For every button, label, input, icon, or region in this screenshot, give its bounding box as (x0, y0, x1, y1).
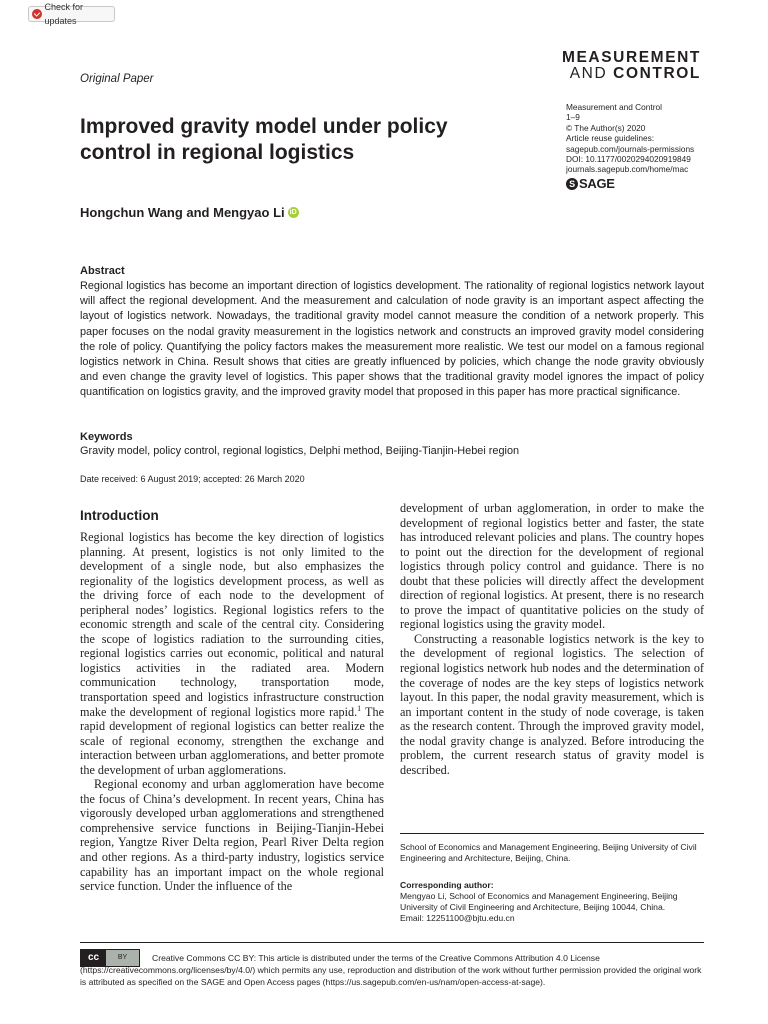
license-text: Creative Commons CC BY: This article is distributed under the terms of the Creative Commons Attribution 4.0 License (https://creativecommons.org/licenses/by/4.0/) which permits any use, reproduction and distribution of the work without further permission provided the original work is attributed as specified on the SAGE and Open Access pages (https://us.sagepub.com/en-us/nam/open-access-at-sage). (80, 953, 702, 988)
footnote-divider (400, 833, 704, 834)
affiliation: School of Economics and Management Engineering, Beijing University of Civil Engineering and Architecture, Beijing, China. (400, 842, 697, 864)
journal-logo-control: CONTROL (613, 65, 701, 82)
author-names: Hongchun Wang and Mengyao Li (80, 205, 285, 220)
journal-logo-line1: MEASUREMENT (561, 49, 701, 66)
paper-type: Original Paper (80, 73, 154, 85)
journal-logo (562, 50, 701, 82)
abstract-heading: Abstract (80, 265, 125, 277)
intro-p1-part2: The rapid development of regional logistics can better realize the scale of regional economy, strengthen the exchange and interaction between urban agglomerations, and better promote the development of urban agglomerations. (80, 704, 385, 777)
by-badge: BY (106, 950, 139, 966)
sage-s-icon: S (566, 178, 578, 190)
corresponding-heading: Corresponding author: (400, 880, 494, 890)
corresponding-name: Mengyao Li, School of Economics and Management Engineering, Beijing University of Civil Engineering and Architecture, Beijing 10044, China. (400, 891, 678, 913)
check-for-updates-button[interactable] (28, 2, 115, 26)
reference-marker[interactable]: 1 (357, 703, 362, 713)
journal-logo-line2 (562, 66, 701, 82)
article-meta (566, 102, 736, 175)
intro-paragraph-2-continued: development of urban agglomeration, in order to make the development of regional logistics better and faster, the state has introduced relevant policies and plans. The country hopes to point out the direction for the development of regional logistics through policy control and guidance. There is no doubt that these policies will directly affect the development direction of regional logistics. At present, there is no research to prove the impact of quantitative policies on the study of regional logistics using the gravity model. (400, 501, 704, 632)
dates: Date received: 6 August 2019; accepted: 26 March 2020 (80, 474, 305, 484)
left-column (80, 530, 384, 894)
meta-permissions-link[interactable]: sagepub.com/journals-permissions (566, 143, 695, 154)
meta-copyright: © The Author(s) 2020 (566, 122, 646, 133)
section-heading-introduction: Introduction (80, 508, 159, 523)
sage-logo (566, 176, 615, 191)
right-column (400, 501, 704, 777)
check-icon (32, 9, 42, 19)
keywords-text: Gravity model, policy control, regional logistics, Delphi method, Beijing-Tianjin-Hebei region (80, 445, 520, 457)
keywords-heading: Keywords (80, 431, 133, 443)
meta-pages: 1–9 (566, 112, 580, 123)
intro-paragraph-1 (80, 530, 384, 777)
orcid-icon[interactable]: iD (289, 209, 297, 216)
intro-paragraph-3: Constructing a reasonable logistics network is the key to the development of regional logistics. The selection of regional logistics network hub nodes and the determination of the coverage of nodes are the key steps of logistics network layout. In this paper, the nodal gravity measurement, which is an important content in the study of node coverage, is taken as the research content. Through the improved gravity model, the nodal gravity change is analyzed. Before introducing the problem, the current research status of gravity model is described. (400, 631, 704, 777)
corresponding-email[interactable]: Email: 12251100@bjtu.edu.cn (400, 913, 515, 924)
abstract-text: Regional logistics has become an important direction of logistics development. The rationality of regional logistics network layout will affect the regional development. And the measurement and calculation of node gravity is an important aspect affecting the layout of logistics network. Nowadays, the traditional gravity model cannot measure the condition of a network properly. This paper focuses on the nodal gravity measurement in the logistics network and constructs an improved gravity model considering the role of policy. Quantifying the policy factors makes the measurement more realistic. We test our model on a famous regional logistics network in China. Result shows that cities are greatly influenced by policies, which change the node gravity obviously and even change the gravity level of logistics. This paper shows that the traditional gravity model ignores the impact of policy quantification on logistics gravity, and the improved gravity model that proposed in this paper has more practical significance. (80, 280, 704, 399)
meta-doi-link[interactable]: DOI: 10.1177/0020294020919849 (566, 154, 691, 165)
meta-journal: Measurement and Control (566, 102, 662, 112)
license-divider (80, 942, 704, 943)
intro-p1-part1: Regional logistics has become the key direction of logistics planning. At present, logistics is not only limited to the development of a single node, but also emphasizes the regionality of the logistics development process, as well as the driving force of each node to the development of peripheral nodes’ logistics. Regional logistics refers to the economic strength and scale of the central city. Considering the scope of logistics radiation to the surrounding cities, regional logistics carries out economic, political and natural logistics activities in the radiated area. Modern communication technology, transportation mode, transportation speed and logistics infrastructure construction make the development of regional logistics more rapid. (80, 530, 384, 719)
meta-home-link[interactable]: journals.sagepub.com/home/mac (566, 164, 689, 175)
authors (80, 205, 299, 220)
sage-name: SAGE (579, 176, 615, 191)
paper-title: Improved gravity model under policy control in regional logistics (80, 115, 448, 164)
intro-paragraph-2: Regional economy and urban agglomeration have become the focus of China’s development. In recent years, China has vigorously developed urban agglomerations and strengthened comprehensive service functions in Beijing-Tianjin-Hebei region, Yangtze River Delta region, Pearl River Delta region and other regions. As a third-party industry, logistics service capability has an important impact on the whole regional service function. Under the influence of the (80, 777, 384, 894)
cc-badge: cc (81, 950, 106, 966)
journal-logo-and: AND (569, 65, 614, 82)
check-for-updates-label: Check for updates (44, 2, 84, 26)
meta-reuse: Article reuse guidelines: (566, 133, 655, 144)
corresponding-info (400, 891, 704, 925)
